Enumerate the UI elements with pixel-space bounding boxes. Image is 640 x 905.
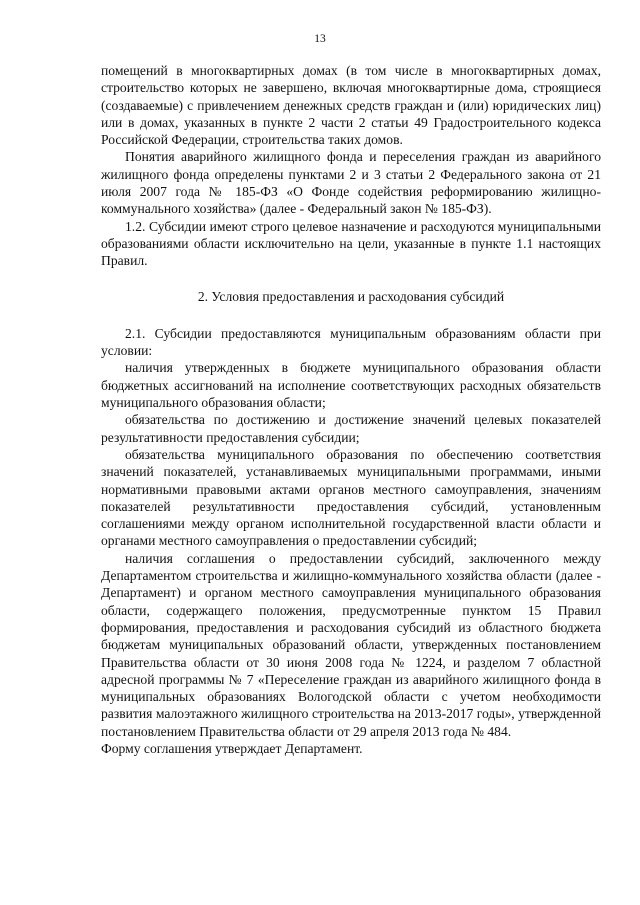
section-heading: 2. Условия предоставления и расходования субсидий — [197, 288, 505, 304]
paragraph-continuation: помещений в многоквартирных домах (в том числе в многоквартирных домах, строительство которых не завершено, включая многоквартирные дома, строящиеся (создаваемые) с привлечением денежных средств граждан и (или) юридических лиц) или в домах, указанных в пункте 2 части 2 статьи 49 Градостроительного кодекса Российской Федерации, строительства таких домов. — [101, 63, 601, 148]
page-number: 13 — [314, 33, 326, 45]
paragraph-2-1: 2.1. Субсидии предоставляются муниципальным образованиям области при условии: — [101, 325, 601, 359]
condition-target-indicators: обязательства по достижению и достижение значений целевых показателей результативности предоставления субсидии; — [101, 412, 601, 445]
condition-agreement: наличия соглашения о предоставлении субсидий, заключенного между Департаментом строительства и жилищно-коммунального хозяйства области (далее - Департамент) и органом местного самоуправления муниципального образования области, содержащего положения, предусмотренные пунктом 15 Правил формирования, предоставления и расходования субсидий из областного бюджета бюджетам муниципальных образований области, утвержденных постановлением Правительства области от 30 июня 2008 года № 1224, и разделом 7 областной адресной программы № 7 «Переселение граждан из аварийного жилищного фонда в муниципальных образованиях Вологодской области с учетом необходимости развития малоэтажного жилищного строительства на 2013-2017 годы», утвержденной постановлением Правительства области от 29 апреля 2013 года № 484. — [101, 550, 601, 739]
agreement-form-note: Форму соглашения утверждает Департамент. — [101, 740, 363, 756]
paragraph-definitions: Понятия аварийного жилищного фонда и переселения граждан из аварийного жилищного фонда определены пунктами 2 и 3 статьи 2 Федерального закона от 21 июля 2007 года № 185-ФЗ «О Фонде содействия реформированию жилищно-коммунального хозяйства» (далее - Федеральный закон № 185-ФЗ). — [101, 149, 601, 217]
condition-budget-allocations: наличия утвержденных в бюджете муниципального образования области бюджетных ассигнований на исполнение соответствующих расходных обязательств муниципального образования области; — [101, 360, 601, 411]
document-body — [101, 62, 601, 757]
condition-indicator-compliance: обязательства муниципального образования по обеспечению соответствия значений показателей, устанавливаемых муниципальными программами, иными нормативными правовыми актами органов местного самоуправления, значениям показателей результативности предоставления субсидий, установленным соглашениями между органом исполнительной государственной власти области и органами местного самоуправления о предоставлении субсидий; — [101, 446, 601, 549]
paragraph-1-2: 1.2. Субсидии имеют строго целевое назначение и расходуются муниципальными образованиями области исключительно на цели, указанные в пункте 1.1 настоящих Правил. — [101, 218, 601, 269]
